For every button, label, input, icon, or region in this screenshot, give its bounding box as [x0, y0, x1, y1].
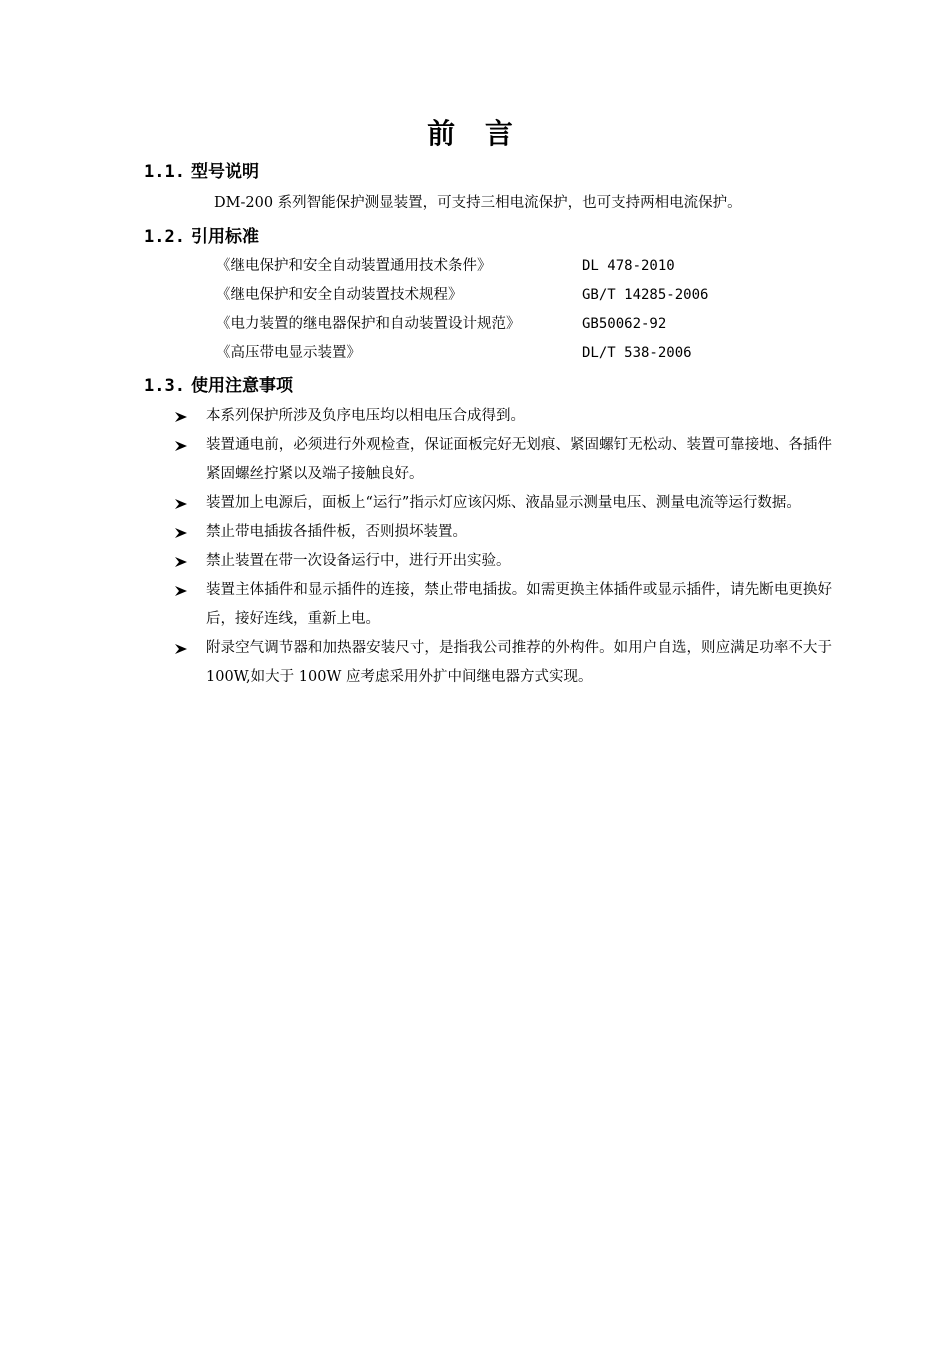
note-text: 本系列保护所涉及负序电压均以相电压合成得到。 — [206, 408, 525, 424]
standard-code: GB50062-92 — [582, 316, 667, 332]
standard-name: 《继电保护和安全自动装置技术规程》 — [216, 287, 463, 303]
note-text: 装置加上电源后，面板上“运行”指示灯应该闪烁、液晶显示测量电压、测量电流等运行数据。 — [206, 495, 801, 511]
note-item — [172, 518, 832, 547]
arrowhead-bullet-icon — [172, 634, 192, 663]
arrowhead-bullet-icon — [172, 547, 192, 576]
standard-name: 《继电保护和安全自动装置通用技术条件》 — [216, 258, 492, 274]
standard-code: DL/T 538-2006 — [582, 345, 692, 361]
arrowhead-bullet-icon — [172, 402, 192, 431]
standard-name: 《电力装置的继电器保护和自动装置设计规范》 — [216, 316, 521, 332]
note-text: 装置通电前，必须进行外观检查，保证面板完好无划痕、紧固螺钉无松动、装置可靠接地、各插件紧固螺丝拧紧以及端子接触良好。 — [206, 437, 832, 482]
section-title: 引用标准 — [190, 227, 259, 247]
note-item — [172, 431, 832, 489]
note-text: 禁止装置在带一次设备运行中，进行开出实验。 — [206, 553, 511, 569]
note-item — [172, 489, 832, 518]
note-item — [172, 547, 832, 576]
note-item — [172, 402, 832, 431]
notes-list — [172, 402, 832, 692]
standard-code: GB/T 14285-2006 — [582, 287, 709, 303]
model-description: DM-200 系列智能保护测显装置，可支持三相电流保护，也可支持两相电流保护。 — [214, 195, 742, 211]
arrowhead-bullet-icon — [172, 431, 192, 460]
standard-code: DL 478-2010 — [582, 258, 675, 274]
note-item — [172, 576, 832, 634]
standard-row — [216, 342, 836, 364]
arrowhead-bullet-icon — [172, 576, 192, 605]
note-text: 禁止带电插拔各插件板，否则损坏装置。 — [206, 524, 467, 540]
section-number: 1.2. — [144, 227, 185, 247]
standard-row — [216, 284, 836, 306]
note-text: 装置主体插件和显示插件的连接，禁止带电插拔。如需更换主体插件或显示插件，请先断电更换好后，接好连线，重新上电。 — [206, 582, 832, 627]
note-text: 附录空气调节器和加热器安装尺寸，是指我公司推荐的外构件。如用户自选，则应满足功率不大于 100W,如大于 100W 应考虑采用外扩中间继电器方式实现。 — [206, 640, 832, 685]
note-item — [172, 634, 832, 692]
section-heading-notes — [144, 374, 293, 398]
section-title: 型号说明 — [190, 162, 259, 182]
standard-row — [216, 313, 836, 335]
section-heading-model — [144, 160, 259, 184]
page-title: 前 言 — [427, 117, 523, 150]
arrowhead-bullet-icon — [172, 489, 192, 518]
arrowhead-bullet-icon — [172, 518, 192, 547]
section-title: 使用注意事项 — [190, 376, 293, 396]
section-number: 1.3. — [144, 376, 185, 396]
standard-row — [216, 255, 836, 277]
standard-name: 《高压带电显示装置》 — [216, 345, 361, 361]
section-number: 1.1. — [144, 162, 185, 182]
section-heading-standards — [144, 225, 259, 249]
